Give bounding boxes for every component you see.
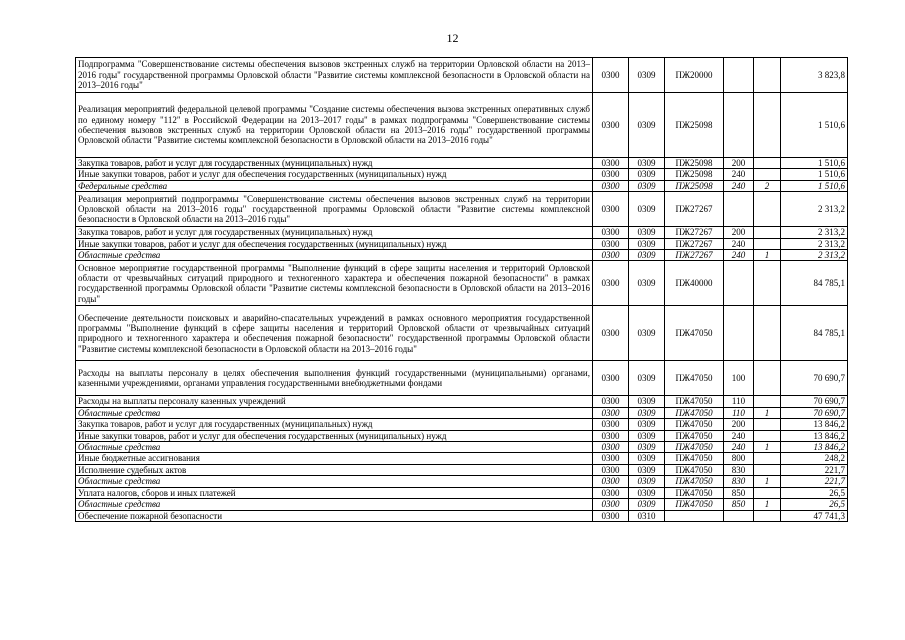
- expense-name: Расходы на выплаты персоналу в целях обеспечения выполнения функций государственными (муниципальными) органами, казенными учреждениями, органами управления государственными внебюджетными фондами: [76, 361, 593, 396]
- funding-source-code: [754, 430, 781, 441]
- table-row: [76, 227, 848, 238]
- subsection-code: 0309: [629, 158, 665, 169]
- target-article-code: ПЖ47050: [665, 442, 724, 453]
- funding-source-code: [754, 361, 781, 396]
- section-code: 0300: [593, 361, 629, 396]
- section-code: 0300: [593, 510, 629, 521]
- expense-type-code: [724, 306, 754, 361]
- expense-type-code: 240: [724, 180, 754, 191]
- table-row: [76, 93, 848, 158]
- table-row: [76, 169, 848, 180]
- amount: 26,5: [781, 487, 848, 498]
- expense-name: Иные бюджетные ассигнования: [76, 453, 593, 464]
- amount: 2 313,2: [781, 192, 848, 227]
- table-row: [76, 430, 848, 441]
- funding-source-code: 1: [754, 407, 781, 418]
- expense-type-code: 110: [724, 407, 754, 418]
- subsection-code: 0309: [629, 407, 665, 418]
- expense-type-code: [724, 93, 754, 158]
- expense-type-code: 800: [724, 453, 754, 464]
- table-row: [76, 487, 848, 498]
- funding-source-code: 1: [754, 476, 781, 487]
- expense-name: Закупка товаров, работ и услуг для государственных (муниципальных) нужд: [76, 158, 593, 169]
- target-article-code: ПЖ25098: [665, 169, 724, 180]
- table-body: [76, 58, 848, 522]
- subsection-code: 0309: [629, 430, 665, 441]
- expense-name: Реализация мероприятий подпрограммы "Совершенствование системы обеспечения вызовов экстренных служб на территории Орловской области на 2013–2016 годы" государственной программы Орловской области "Развитие системы комплексной безопасности в Орловской области на 2013–2016 годы": [76, 192, 593, 227]
- subsection-code: 0309: [629, 396, 665, 407]
- target-article-code: ПЖ27267: [665, 250, 724, 261]
- budget-table: [75, 57, 848, 522]
- expense-name: Закупка товаров, работ и услуг для государственных (муниципальных) нужд: [76, 227, 593, 238]
- subsection-code: 0309: [629, 464, 665, 475]
- funding-source-code: [754, 169, 781, 180]
- subsection-code: 0309: [629, 250, 665, 261]
- target-article-code: ПЖ40000: [665, 261, 724, 306]
- amount: 84 785,1: [781, 261, 848, 306]
- amount: 70 690,7: [781, 407, 848, 418]
- table-row: [76, 510, 848, 521]
- section-code: 0300: [593, 419, 629, 430]
- subsection-code: 0309: [629, 487, 665, 498]
- target-article-code: ПЖ25098: [665, 180, 724, 191]
- target-article-code: ПЖ47050: [665, 453, 724, 464]
- section-code: 0300: [593, 476, 629, 487]
- section-code: 0300: [593, 430, 629, 441]
- table-row: [76, 453, 848, 464]
- target-article-code: ПЖ27267: [665, 238, 724, 249]
- amount: 248,2: [781, 453, 848, 464]
- target-article-code: ПЖ25098: [665, 158, 724, 169]
- table-row: [76, 158, 848, 169]
- expense-type-code: 200: [724, 158, 754, 169]
- expense-name: Областные средства: [76, 476, 593, 487]
- section-code: 0300: [593, 407, 629, 418]
- expense-type-code: 240: [724, 238, 754, 249]
- amount: 2 313,2: [781, 238, 848, 249]
- subsection-code: 0309: [629, 93, 665, 158]
- section-code: 0300: [593, 93, 629, 158]
- section-code: 0300: [593, 499, 629, 510]
- section-code: 0300: [593, 227, 629, 238]
- amount: 2 313,2: [781, 227, 848, 238]
- subsection-code: 0309: [629, 169, 665, 180]
- expense-type-code: 240: [724, 250, 754, 261]
- amount: 1 510,6: [781, 158, 848, 169]
- subsection-code: 0309: [629, 58, 665, 93]
- expense-type-code: [724, 192, 754, 227]
- subsection-code: 0309: [629, 238, 665, 249]
- expense-type-code: 850: [724, 499, 754, 510]
- expense-name: Подпрограмма "Совершенствование системы обеспечения вызовов экстренных служб на территории Орловской области на 2013–2016 годы" государственной программы Орловской области "Развитие системы комплексной безопасности в Орловской области на 2013–2016 годы": [76, 58, 593, 93]
- section-code: 0300: [593, 158, 629, 169]
- funding-source-code: [754, 238, 781, 249]
- target-article-code: ПЖ47050: [665, 407, 724, 418]
- section-code: 0300: [593, 396, 629, 407]
- section-code: 0300: [593, 306, 629, 361]
- target-article-code: ПЖ47050: [665, 396, 724, 407]
- amount: 13 846,2: [781, 430, 848, 441]
- table-row: [76, 361, 848, 396]
- amount: 3 823,8: [781, 58, 848, 93]
- funding-source-code: [754, 396, 781, 407]
- target-article-code: ПЖ25098: [665, 93, 724, 158]
- table-row: [76, 419, 848, 430]
- expense-type-code: 100: [724, 361, 754, 396]
- expense-type-code: [724, 58, 754, 93]
- amount: 70 690,7: [781, 361, 848, 396]
- expense-type-code: [724, 261, 754, 306]
- expense-name: Федеральные средства: [76, 180, 593, 191]
- expense-type-code: 110: [724, 396, 754, 407]
- subsection-code: 0309: [629, 453, 665, 464]
- subsection-code: 0309: [629, 180, 665, 191]
- expense-name: Уплата налогов, сборов и иных платежей: [76, 487, 593, 498]
- table-row: [76, 306, 848, 361]
- expense-name: Областные средства: [76, 499, 593, 510]
- target-article-code: ПЖ47050: [665, 499, 724, 510]
- subsection-code: 0310: [629, 510, 665, 521]
- funding-source-code: [754, 487, 781, 498]
- table-row: [76, 499, 848, 510]
- expense-name: Иные закупки товаров, работ и услуг для обеспечения государственных (муниципальных) нужд: [76, 238, 593, 249]
- funding-source-code: [754, 419, 781, 430]
- expense-name: Исполнение судебных актов: [76, 464, 593, 475]
- amount: 221,7: [781, 476, 848, 487]
- amount: 1 510,6: [781, 169, 848, 180]
- target-article-code: [665, 510, 724, 521]
- funding-source-code: 1: [754, 499, 781, 510]
- funding-source-code: [754, 453, 781, 464]
- section-code: 0300: [593, 464, 629, 475]
- expense-name: Областные средства: [76, 407, 593, 418]
- table-row: [76, 442, 848, 453]
- expense-type-code: [724, 510, 754, 521]
- section-code: 0300: [593, 169, 629, 180]
- subsection-code: 0309: [629, 227, 665, 238]
- table-row: [76, 192, 848, 227]
- expense-name: Областные средства: [76, 442, 593, 453]
- expense-name: Основное мероприятие государственной программы "Выполнение функций в сфере защиты населения и территорий Орловской области от чрезвычайных ситуаций природного и техногенного характера и обеспечения пожарной безопасности" в рамках государственной программы Орловской области "Развитие системы комплексной безопасности в Орловской области на 2013–2016 годы": [76, 261, 593, 306]
- target-article-code: ПЖ47050: [665, 419, 724, 430]
- amount: 13 846,2: [781, 419, 848, 430]
- table-row: [76, 261, 848, 306]
- subsection-code: 0309: [629, 499, 665, 510]
- expense-name: Закупка товаров, работ и услуг для государственных (муниципальных) нужд: [76, 419, 593, 430]
- expense-name: Обеспечение деятельности поисковых и аварийно-спасательных учреждений в рамках основного мероприятия государственной программы "Выполнение функций в сфере защиты населения и территорий Орловской области от чрезвычайных ситуаций природного и техногенного характера и обеспечения пожарной безопасности" государственной программы Орловской области "Развитие системы комплексной безопасности в Орловской области на 2013–2016 годы": [76, 306, 593, 361]
- subsection-code: 0309: [629, 192, 665, 227]
- funding-source-code: [754, 58, 781, 93]
- table-row: [76, 464, 848, 475]
- amount: 221,7: [781, 464, 848, 475]
- expense-type-code: 200: [724, 227, 754, 238]
- target-article-code: ПЖ27267: [665, 227, 724, 238]
- expense-name: Иные закупки товаров, работ и услуг для обеспечения государственных (муниципальных) нужд: [76, 169, 593, 180]
- section-code: 0300: [593, 250, 629, 261]
- expense-type-code: 240: [724, 442, 754, 453]
- expense-type-code: 240: [724, 169, 754, 180]
- section-code: 0300: [593, 453, 629, 464]
- target-article-code: ПЖ47050: [665, 306, 724, 361]
- amount: 2 313,2: [781, 250, 848, 261]
- target-article-code: ПЖ47050: [665, 430, 724, 441]
- expense-name: Иные закупки товаров, работ и услуг для обеспечения государственных (муниципальных) нужд: [76, 430, 593, 441]
- expense-name: Областные средства: [76, 250, 593, 261]
- amount: 1 510,6: [781, 93, 848, 158]
- expense-type-code: 830: [724, 476, 754, 487]
- funding-source-code: [754, 261, 781, 306]
- amount: 26,5: [781, 499, 848, 510]
- funding-source-code: [754, 192, 781, 227]
- target-article-code: ПЖ27267: [665, 192, 724, 227]
- section-code: 0300: [593, 238, 629, 249]
- funding-source-code: 2: [754, 180, 781, 191]
- section-code: 0300: [593, 442, 629, 453]
- table-row: [76, 250, 848, 261]
- table-row: [76, 238, 848, 249]
- page-number: 12: [446, 31, 459, 45]
- expense-type-code: 240: [724, 430, 754, 441]
- target-article-code: ПЖ47050: [665, 487, 724, 498]
- funding-source-code: [754, 306, 781, 361]
- funding-source-code: [754, 93, 781, 158]
- target-article-code: ПЖ20000: [665, 58, 724, 93]
- expense-type-code: 200: [724, 419, 754, 430]
- table-row: [76, 407, 848, 418]
- subsection-code: 0309: [629, 419, 665, 430]
- amount: 13 846,2: [781, 442, 848, 453]
- expense-name: Расходы на выплаты персоналу казенных учреждений: [76, 396, 593, 407]
- target-article-code: ПЖ47050: [665, 361, 724, 396]
- funding-source-code: [754, 464, 781, 475]
- table-row: [76, 180, 848, 191]
- target-article-code: ПЖ47050: [665, 464, 724, 475]
- funding-source-code: 1: [754, 250, 781, 261]
- section-code: 0300: [593, 487, 629, 498]
- subsection-code: 0309: [629, 306, 665, 361]
- table-row: [76, 476, 848, 487]
- amount: 70 690,7: [781, 396, 848, 407]
- target-article-code: ПЖ47050: [665, 476, 724, 487]
- amount: 84 785,1: [781, 306, 848, 361]
- funding-source-code: 1: [754, 442, 781, 453]
- expense-name: Реализация мероприятий федеральной целевой программы "Создание системы обеспечения вызова экстренных оперативных служб по единому номеру "112" в Российской Федерации на 2013–2017 годы" в рамках подпрограммы "Совершенствование системы обеспечения вызовов экстренных служб на территории Орловской области на 2013–2016 годы" государственной программы Орловской области "Развитие системы комплексной безопасности в Орловской области на 2013–2016 годы": [76, 93, 593, 158]
- subsection-code: 0309: [629, 261, 665, 306]
- subsection-code: 0309: [629, 361, 665, 396]
- expense-name: Обеспечение пожарной безопасности: [76, 510, 593, 521]
- funding-source-code: [754, 510, 781, 521]
- amount: 47 741,3: [781, 510, 848, 521]
- section-code: 0300: [593, 261, 629, 306]
- funding-source-code: [754, 227, 781, 238]
- table-row: [76, 396, 848, 407]
- amount: 1 510,6: [781, 180, 848, 191]
- funding-source-code: [754, 158, 781, 169]
- expense-type-code: 830: [724, 464, 754, 475]
- subsection-code: 0309: [629, 442, 665, 453]
- section-code: 0300: [593, 58, 629, 93]
- subsection-code: 0309: [629, 476, 665, 487]
- table-row: [76, 58, 848, 93]
- expense-type-code: 850: [724, 487, 754, 498]
- section-code: 0300: [593, 192, 629, 227]
- section-code: 0300: [593, 180, 629, 191]
